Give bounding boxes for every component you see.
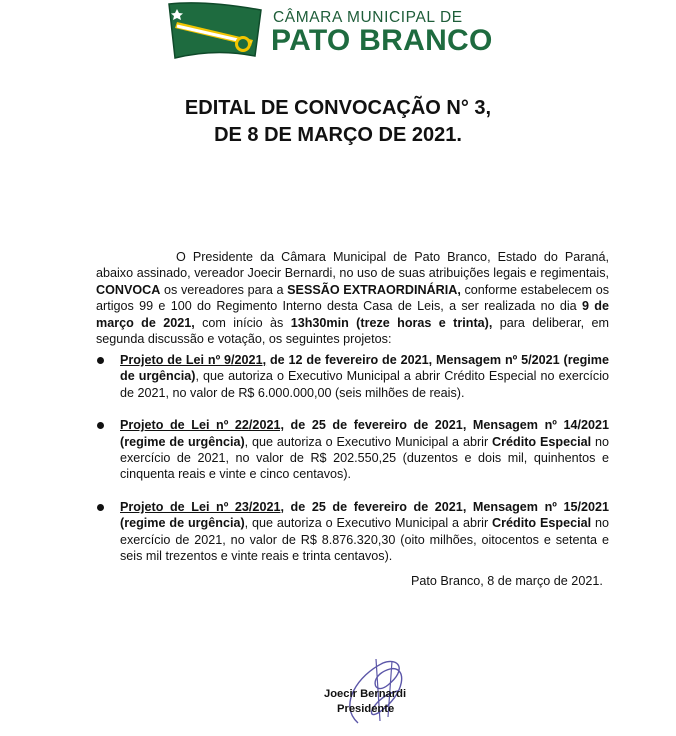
project-desc: , que autoriza o Executivo Municipal a abrir Crédito Especial no exercício de 2021, no valor de R$ 6.000.000,00 (seis milhões de reais). (120, 369, 610, 400)
intro-bold: CONVOCA (96, 282, 161, 297)
project-meta: de 25 de fevereiro de 2021, Mensagem nº 15/2021 (regime de urgência) (120, 499, 609, 531)
list-item (96, 352, 609, 401)
intro-bold: SESSÃO EXTRAORDINÁRIA, (287, 282, 461, 297)
project-meta: de 12 de fevereiro de 2021, Mensagem nº 5/2021 (regime de urgência) (120, 353, 609, 384)
intro-text: para deliberar, em segunda discussão e votação, os seguintes projetos: (96, 315, 609, 347)
intro-text: com início às (194, 315, 291, 330)
signature-block (300, 655, 440, 735)
project-ref: Projeto de Lei nº 9/2021, (120, 353, 267, 367)
project-desc-end: no exercício de 2021, no valor de R$ 202.550,25 (duzentos e dois mil, quinhentos e cinquenta reais e vinte e cinco centavos). (120, 434, 610, 482)
bullet-icon (97, 504, 104, 511)
document-title (100, 95, 576, 149)
org-name-line2: PATO BRANCO (271, 24, 493, 57)
project-ref: Projeto de Lei nº 22/2021, (120, 418, 284, 433)
dateline: Pato Branco, 8 de março de 2021. (411, 574, 603, 588)
intro-paragraph (96, 249, 609, 347)
signer-name: Joecir Bernardi (324, 688, 407, 700)
project-credit: Crédito Especial (492, 434, 592, 449)
list-item (96, 417, 609, 483)
title-line1: EDITAL DE CONVOCAÇÃO N° 3, (184, 97, 492, 119)
bullet-icon (97, 357, 104, 364)
header (165, 0, 493, 62)
list-item (96, 499, 609, 565)
project-desc-end: no exercício de 2021, no valor de R$ 8.876.320,30 (oito milhões, oitocentos e setenta e seis mil trezentos e vinte reais e trinta centavos). (120, 516, 610, 564)
title-line2: DE 8 DE MARÇO DE 2021. (214, 124, 462, 146)
project-desc: , que autoriza o Executivo Municipal a abrir (244, 516, 493, 531)
project-ref: Projeto de Lei nº 23/2021, (120, 499, 284, 514)
project-meta: de 25 de fevereiro de 2021, Mensagem nº 14/2021 (regime de urgência) (120, 418, 609, 449)
intro-bold: 13h30min (treze horas e trinta), (290, 315, 493, 330)
project-credit: Crédito Especial (492, 516, 592, 531)
project-list (96, 352, 609, 580)
intro-bold: 9 de março de 2021, (96, 299, 610, 330)
org-name-line1: CÂMARA MUNICIPAL DE (273, 9, 463, 26)
flag-logo-icon (165, 0, 265, 62)
bullet-icon (97, 422, 104, 429)
intro-text: os vereadores para a (160, 282, 288, 297)
intro-text: conforme estabelecem os artigos 99 e 100 do Regimento Interno desta Casa de Leis, a ser realizada no dia (96, 282, 609, 314)
intro-text: O Presidente da Câmara Municipal de Pato Branco, Estado do Paraná, abaixo assinado, vereador Joecir Bernardi, no uso de suas atribuições legais e regimentais, (96, 250, 609, 281)
project-desc: , que autoriza o Executivo Municipal a abrir (244, 434, 493, 449)
signer-role: Presidente (337, 703, 395, 715)
